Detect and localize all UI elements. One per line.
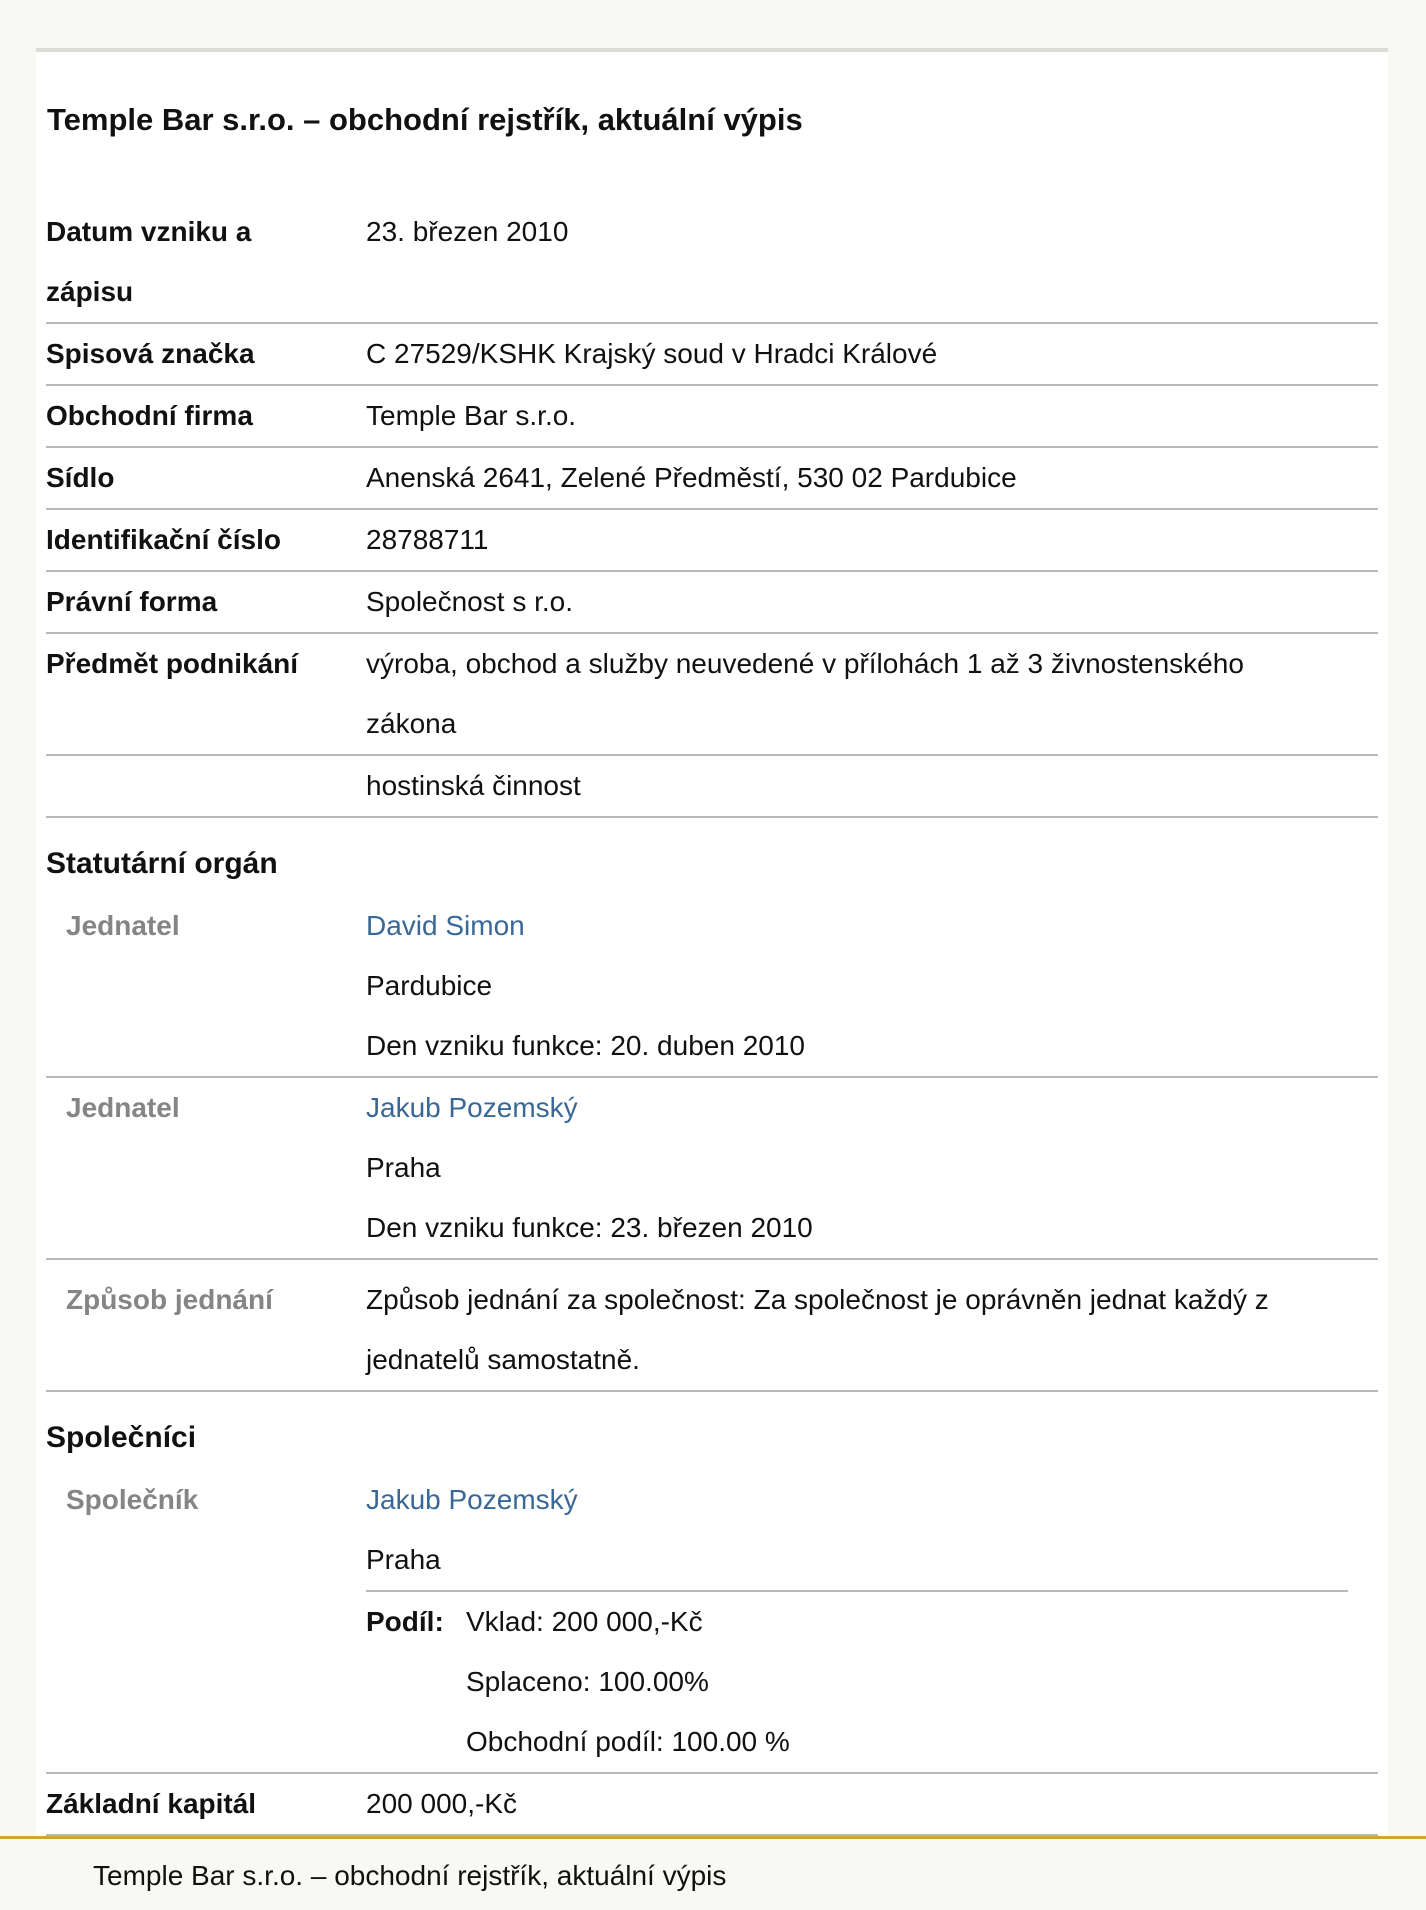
person-link[interactable]: Jakub Pozemský <box>366 1092 578 1123</box>
row-label: Obchodní firma <box>46 400 253 431</box>
row-company-id <box>46 510 1378 572</box>
section-partners-heading: Společníci <box>46 1421 197 1454</box>
row-business-activity-2 <box>46 756 1378 818</box>
row-value: C 27529/KSHK Krajský soud v Hradci Králové <box>366 338 938 369</box>
share-values <box>466 1592 790 1772</box>
member-role: Jednatel <box>66 1092 180 1123</box>
row-label: Právní forma <box>46 586 218 617</box>
section-statutory-heading: Statutární orgán <box>46 847 278 880</box>
row-value: Způsob jednání za společnost: Za společnost je oprávněn jednat každý z jednatelů samostatně. <box>366 1284 1269 1375</box>
person-city: Praha <box>366 1544 441 1575</box>
person-city: Praha <box>366 1152 441 1183</box>
statutory-member <box>46 1078 1378 1260</box>
partner-row <box>46 1470 1378 1774</box>
share-paid: Splaceno: 100.00% <box>466 1666 709 1697</box>
row-founding-date <box>46 202 1378 324</box>
footer-bar <box>0 1836 1426 1910</box>
member-role: Jednatel <box>66 910 180 941</box>
function-start: Den vzniku funkce: 20. duben 2010 <box>366 1030 805 1061</box>
row-legal-form <box>46 572 1378 634</box>
row-value: Společnost s r.o. <box>366 586 574 617</box>
page-title: Temple Bar s.r.o. – obchodní rejstřík, aktuální výpis <box>47 102 803 137</box>
register-table <box>46 202 1378 1836</box>
row-acting-method <box>46 1260 1378 1392</box>
row-value: hostinská činnost <box>366 770 581 801</box>
row-label: Základní kapitál <box>46 1788 257 1819</box>
row-label: Spisová značka <box>46 338 255 369</box>
partner-role: Společník <box>66 1484 199 1515</box>
row-value: 200 000,-Kč <box>366 1788 517 1819</box>
share-label: Podíl: <box>366 1606 444 1637</box>
member-details <box>366 896 1378 1076</box>
row-label <box>46 756 366 816</box>
row-value: výroba, obchod a služby neuvedené v přílohách 1 až 3 živnostenského zákona <box>366 648 1244 739</box>
function-start: Den vzniku funkce: 23. březen 2010 <box>366 1212 813 1243</box>
footer-title: Temple Bar s.r.o. – obchodní rejstřík, aktuální výpis <box>93 1860 727 1891</box>
row-label: Způsob jednání <box>66 1284 273 1315</box>
statutory-member <box>46 896 1378 1078</box>
row-share-capital <box>46 1774 1378 1836</box>
row-seat <box>46 448 1378 510</box>
share-business: Obchodní podíl: 100.00 % <box>466 1726 790 1757</box>
person-city: Pardubice <box>366 970 493 1001</box>
row-value: 23. březen 2010 <box>366 216 569 247</box>
row-value: Anenská 2641, Zelené Předměstí, 530 02 Pardubice <box>366 462 1017 493</box>
row-label: Datum vzniku a zápisu <box>46 216 252 307</box>
row-business-activity <box>46 634 1378 756</box>
document-sheet <box>36 48 1388 1837</box>
share-deposit: Vklad: 200 000,-Kč <box>466 1606 703 1637</box>
row-company-name <box>46 386 1378 448</box>
row-label: Předmět podnikání <box>46 648 299 679</box>
member-details <box>366 1078 1378 1258</box>
row-label: Identifikační číslo <box>46 524 281 555</box>
row-value: Temple Bar s.r.o. <box>366 400 577 431</box>
partner-details <box>366 1470 1378 1772</box>
row-label: Sídlo <box>46 462 115 493</box>
row-value: 28788711 <box>366 524 489 555</box>
person-link[interactable]: David Simon <box>366 910 525 941</box>
person-link[interactable]: Jakub Pozemský <box>366 1484 578 1515</box>
row-file-number <box>46 324 1378 386</box>
share-block <box>366 1590 1348 1772</box>
